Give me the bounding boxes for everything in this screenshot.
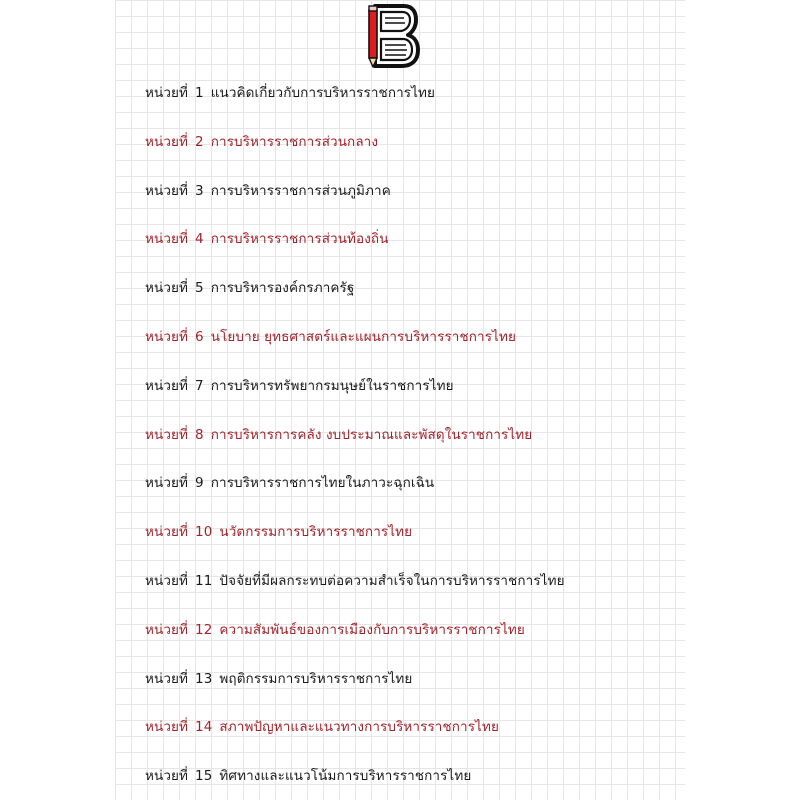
unit-title: การบริหารการคลัง งบประมาณและพัสดุในราชการไทย — [210, 426, 533, 443]
unit-number: 9 — [195, 475, 204, 492]
unit-number: 10 — [195, 524, 213, 541]
unit-number: 12 — [195, 621, 213, 638]
unit-item-10 — [145, 519, 565, 568]
unit-label: หน่วยที่ — [145, 85, 189, 101]
unit-item-3 — [145, 178, 565, 227]
unit-item-13 — [145, 666, 565, 715]
unit-label: หน่วยที่ — [145, 572, 189, 589]
unit-title: การบริหารทรัพยากรมนุษย์ในราชการไทย — [210, 377, 454, 394]
unit-item-12 — [145, 617, 565, 666]
unit-label: หน่วยที่ — [145, 719, 189, 736]
unit-title: นวัตกรรมการบริหารราชการไทย — [219, 524, 413, 541]
unit-title: การบริหารองค์กรภาครัฐ — [210, 280, 355, 297]
unit-item-6 — [145, 324, 565, 373]
unit-item-2 — [145, 129, 565, 178]
unit-item-1 — [145, 80, 565, 129]
unit-title: ทิศทางและแนวโน้มการบริหารราชการไทย — [219, 768, 472, 785]
unit-title: พฤติกรรมการบริหารราชการไทย — [219, 670, 413, 687]
unit-number: 11 — [195, 572, 213, 589]
unit-label: หน่วยที่ — [145, 328, 189, 345]
unit-item-8 — [145, 422, 565, 471]
unit-title: ความสัมพันธ์ของการเมืองกับการบริหารราชการไทย — [219, 621, 525, 638]
unit-item-7 — [145, 373, 565, 422]
unit-label: หน่วยที่ — [145, 280, 189, 297]
unit-number: 2 — [195, 133, 204, 150]
unit-title: ปัจจัยที่มีผลกระทบต่อความสำเร็จในการบริหารราชการไทย — [219, 572, 565, 589]
unit-label: หน่วยที่ — [145, 475, 189, 492]
unit-title: การบริหารราชการส่วนกลาง — [210, 133, 379, 150]
unit-item-15 — [145, 763, 565, 800]
unit-number: 13 — [195, 670, 213, 687]
unit-number: 5 — [195, 280, 204, 297]
unit-label: หน่วยที่ — [145, 231, 189, 248]
unit-label: หน่วยที่ — [145, 621, 189, 638]
unit-number: 14 — [195, 719, 213, 736]
unit-label: หน่วยที่ — [145, 524, 189, 541]
unit-label: หน่วยที่ — [145, 182, 189, 199]
book-pencil-icon — [366, 4, 420, 70]
unit-number: 4 — [195, 231, 204, 248]
unit-item-11 — [145, 568, 565, 617]
unit-label: หน่วยที่ — [145, 670, 189, 687]
unit-title: สภาพปัญหาและแนวทางการบริหารราชการไทย — [219, 719, 499, 736]
unit-title: แนวคิดเกี่ยวกับการบริหารราชการไทย — [210, 85, 436, 101]
unit-label: หน่วยที่ — [145, 133, 189, 150]
unit-number: 1 — [195, 85, 204, 101]
unit-title: การบริหารราชการส่วนท้องถิ่น — [210, 231, 389, 248]
unit-list — [145, 80, 565, 800]
unit-item-5 — [145, 275, 565, 324]
unit-title: การบริหารราชการส่วนภูมิภาค — [210, 182, 391, 199]
unit-number: 7 — [195, 377, 204, 394]
unit-label: หน่วยที่ — [145, 377, 189, 394]
unit-label: หน่วยที่ — [145, 426, 189, 443]
unit-item-14 — [145, 714, 565, 763]
unit-number: 8 — [195, 426, 204, 443]
unit-title: การบริหารราชการไทยในภาวะฉุกเฉิน — [210, 475, 435, 492]
unit-title: นโยบาย ยุทธศาสตร์และแผนการบริหารราชการไทย — [210, 328, 516, 345]
unit-number: 3 — [195, 182, 204, 199]
unit-label: หน่วยที่ — [145, 768, 189, 785]
unit-item-9 — [145, 470, 565, 519]
unit-number: 6 — [195, 328, 204, 345]
unit-number: 15 — [195, 768, 213, 785]
unit-item-4 — [145, 226, 565, 275]
